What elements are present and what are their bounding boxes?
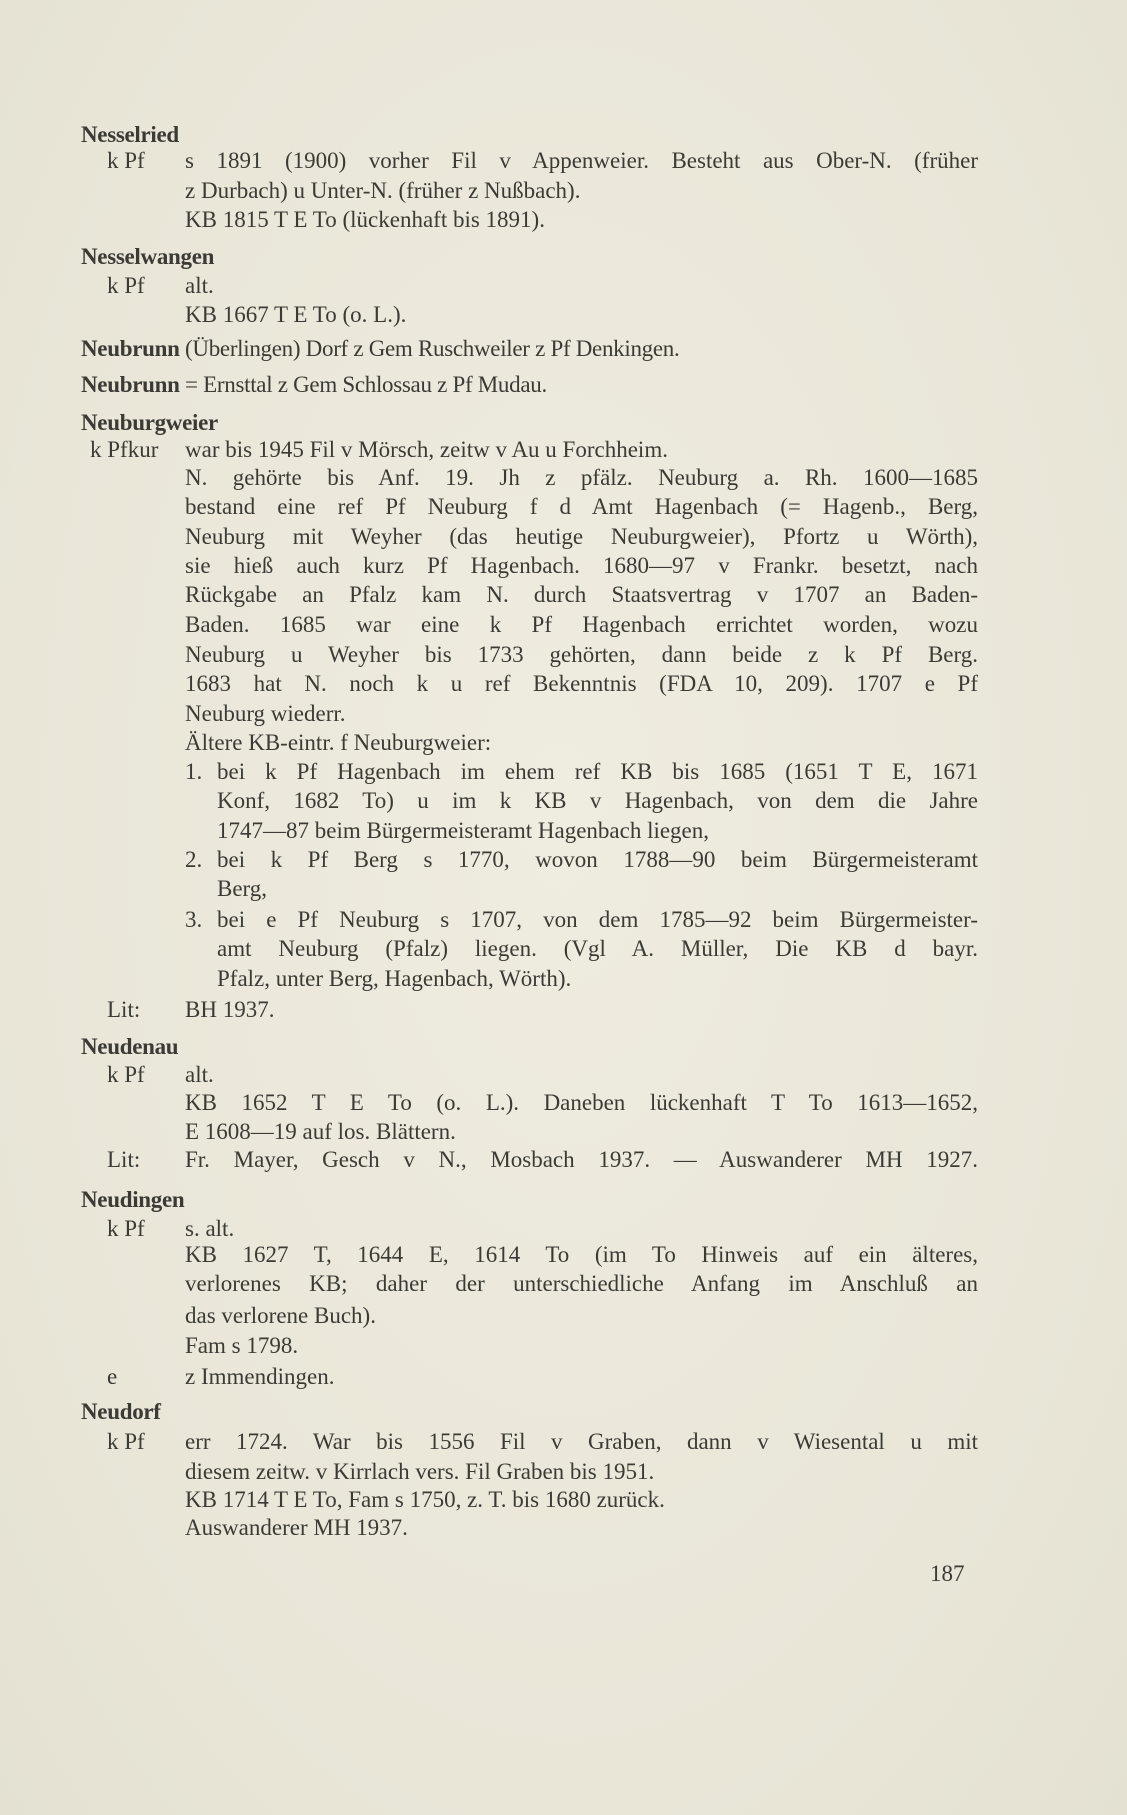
entry-heading-name: Neubrunn — [81, 372, 180, 397]
entry-text: Konf, 1682 To) u im k KB v Hagenbach, von dem die Jahre — [217, 788, 978, 813]
entry-text: BH 1937. — [185, 997, 275, 1022]
entry-line — [0, 758, 1127, 786]
entry-heading-line — [0, 409, 1127, 437]
entry-text: E 1608—19 auf los. Blättern. — [185, 1119, 456, 1144]
entry-line — [0, 787, 1127, 815]
entry-text: Neuburg wiederr. — [185, 701, 346, 726]
entry-text: 1747—87 beim Bürgermeisteramt Hagenbach liegen, — [217, 818, 710, 843]
entry-line — [0, 729, 1127, 757]
list-number: 1. — [185, 759, 203, 784]
entry-line — [0, 1270, 1127, 1298]
entry-heading-line — [0, 1033, 1127, 1061]
entry-line — [0, 1215, 1127, 1243]
entry-heading: Neudenau — [81, 1034, 179, 1059]
entry-label: k Pf — [107, 1216, 145, 1241]
entry-text: Berg, — [217, 876, 268, 901]
entry-text: err 1724. War bis 1556 Fil v Graben, dann v Wiesental u mit — [185, 1429, 978, 1454]
entry-heading-line — [0, 335, 1127, 363]
list-number: 2. — [185, 847, 203, 872]
entry-line — [0, 906, 1127, 934]
entry-line — [0, 817, 1127, 845]
entry-line — [0, 1458, 1127, 1486]
entry-heading: Neudingen — [81, 1187, 185, 1212]
entry-heading-name: Neubrunn — [81, 336, 180, 361]
entry-line — [0, 1363, 1127, 1391]
entry-line — [0, 147, 1127, 175]
entry-heading-line — [0, 1398, 1127, 1426]
entry-text: Rückgabe an Pfalz kam N. durch Staatsvertrag v 1707 an Baden- — [185, 582, 978, 607]
entry-text: Fr. Mayer, Gesch v N., Mosbach 1937. — Auswanderer MH 1927. — [185, 1147, 978, 1172]
entry-line — [0, 700, 1127, 728]
entry-line — [0, 523, 1127, 551]
entry-text: KB 1667 T E To (o. L.). — [185, 302, 407, 327]
entry-text: Auswanderer MH 1937. — [185, 1515, 408, 1540]
entry-line — [0, 464, 1127, 492]
entry-label: Lit: — [107, 997, 141, 1022]
entry-heading: Nesselwangen — [81, 244, 215, 269]
entry-text: N. gehörte bis Anf. 19. Jh z pfälz. Neuburg a. Rh. 1600—1685 — [185, 465, 978, 490]
entry-line — [0, 552, 1127, 580]
entry-heading-rest: = Ernsttal z Gem Schlossau z Pf Mudau. — [179, 372, 547, 397]
entry-heading-line — [0, 243, 1127, 271]
entry-text: Fam s 1798. — [185, 1333, 299, 1358]
entry-text: alt. — [185, 1062, 214, 1087]
entry-line — [0, 611, 1127, 639]
entry-text: KB 1652 T E To (o. L.). Daneben lückenhaft T To 1613—1652, — [185, 1090, 978, 1115]
entry-text: Baden. 1685 war eine k Pf Hagenbach errichtet worden, wozu — [185, 612, 978, 637]
entry-text: KB 1714 T E To, Fam s 1750, z. T. bis 1680 zurück. — [185, 1487, 665, 1512]
entry-label: k Pf — [107, 148, 145, 173]
entry-text: Neuburg u Weyher bis 1733 gehörten, dann beide z k Pf Berg. — [185, 642, 978, 667]
entry-text: s 1891 (1900) vorher Fil v Appenweier. Besteht aus Ober-N. (früher — [185, 148, 978, 173]
entry-heading: Nesselried — [81, 122, 179, 147]
entry-label: k Pf — [107, 1062, 145, 1087]
entry-label: k Pfkur — [90, 437, 159, 462]
page-number: 187 — [930, 1561, 965, 1586]
entry-line — [0, 206, 1127, 234]
entry-line — [0, 1332, 1127, 1360]
entry-heading-rest: (Überlingen) Dorf z Gem Ruschweiler z Pf Denkingen. — [179, 336, 680, 361]
entry-text: sie hieß auch kurz Pf Hagenbach. 1680—97 v Frankr. besetzt, nach — [185, 553, 978, 578]
entry-line — [0, 1241, 1127, 1269]
entry-line — [0, 1061, 1127, 1089]
entry-line — [0, 301, 1127, 329]
entry-text: z Immendingen. — [185, 1364, 335, 1389]
entry-text: alt. — [185, 273, 214, 298]
entry-text: diesem zeitw. v Kirrlach vers. Fil Graben bis 1951. — [185, 1459, 655, 1484]
entry-text: Pfalz, unter Berg, Hagenbach, Wörth). — [217, 966, 572, 991]
entry-line — [0, 493, 1127, 521]
entry-line — [0, 1146, 1127, 1174]
entry-line — [0, 272, 1127, 300]
entry-text: s. alt. — [185, 1216, 235, 1241]
entry-line — [0, 965, 1127, 993]
entry-text: war bis 1945 Fil v Mörsch, zeitw v Au u Forchheim. — [185, 437, 668, 462]
entry-heading: Neuburgweier — [81, 410, 218, 435]
entry-line — [0, 1089, 1127, 1117]
entry-heading-line — [0, 371, 1127, 399]
entry-text: z Durbach) u Unter-N. (früher z Nußbach). — [185, 178, 581, 203]
entry-text: verlorenes KB; daher der unterschiedliche Anfang im Anschluß an — [185, 1271, 978, 1296]
entry-line — [0, 846, 1127, 874]
entry-line — [0, 581, 1127, 609]
entry-text: Ältere KB-eintr. f Neuburgweier: — [185, 730, 492, 755]
entry-label: k Pf — [107, 1429, 145, 1454]
entry-heading: Neudorf — [81, 1399, 161, 1424]
entry-text: das verlorene Buch). — [185, 1303, 376, 1328]
entry-text: bestand eine ref Pf Neuburg f d Amt Hagenbach (= Hagenb., Berg, — [185, 494, 978, 519]
entry-label: e — [107, 1364, 118, 1389]
entry-text: KB 1815 T E To (lückenhaft bis 1891). — [185, 207, 545, 232]
entry-line — [0, 1514, 1127, 1542]
entry-heading — [81, 371, 547, 399]
entry-line — [0, 670, 1127, 698]
entry-line — [0, 177, 1127, 205]
entry-heading-line — [0, 121, 1127, 149]
entry-line — [0, 935, 1127, 963]
entry-text: 1683 hat N. noch k u ref Bekenntnis (FDA 10, 209). 1707 e Pf — [185, 671, 978, 696]
entry-text: bei k Pf Hagenbach im ehem ref KB bis 1685 (1651 T E, 1671 — [217, 759, 978, 784]
entry-line — [0, 1118, 1127, 1146]
entry-line — [0, 1428, 1127, 1456]
entry-line — [0, 641, 1127, 669]
entry-line — [0, 875, 1127, 903]
entry-heading — [81, 335, 679, 363]
entry-text: bei e Pf Neuburg s 1707, von dem 1785—92 beim Bürgermeister- — [217, 907, 978, 932]
entry-line — [0, 1302, 1127, 1330]
entry-text: Neuburg mit Weyher (das heutige Neuburgweier), Pfortz u Wörth), — [185, 524, 978, 549]
entry-text: amt Neuburg (Pfalz) liegen. (Vgl A. Müller, Die KB d bayr. — [217, 936, 978, 961]
entry-line — [0, 436, 1127, 464]
entry-text: bei k Pf Berg s 1770, wovon 1788—90 beim Bürgermeisteramt — [217, 847, 978, 872]
entry-line — [0, 996, 1127, 1024]
list-number: 3. — [185, 907, 203, 932]
entry-line — [0, 1486, 1127, 1514]
entry-label: k Pf — [107, 273, 145, 298]
entry-label: Lit: — [107, 1147, 141, 1172]
entry-heading-line — [0, 1186, 1127, 1214]
entry-text: KB 1627 T, 1644 E, 1614 To (im To Hinweis auf ein älteres, — [185, 1242, 978, 1267]
